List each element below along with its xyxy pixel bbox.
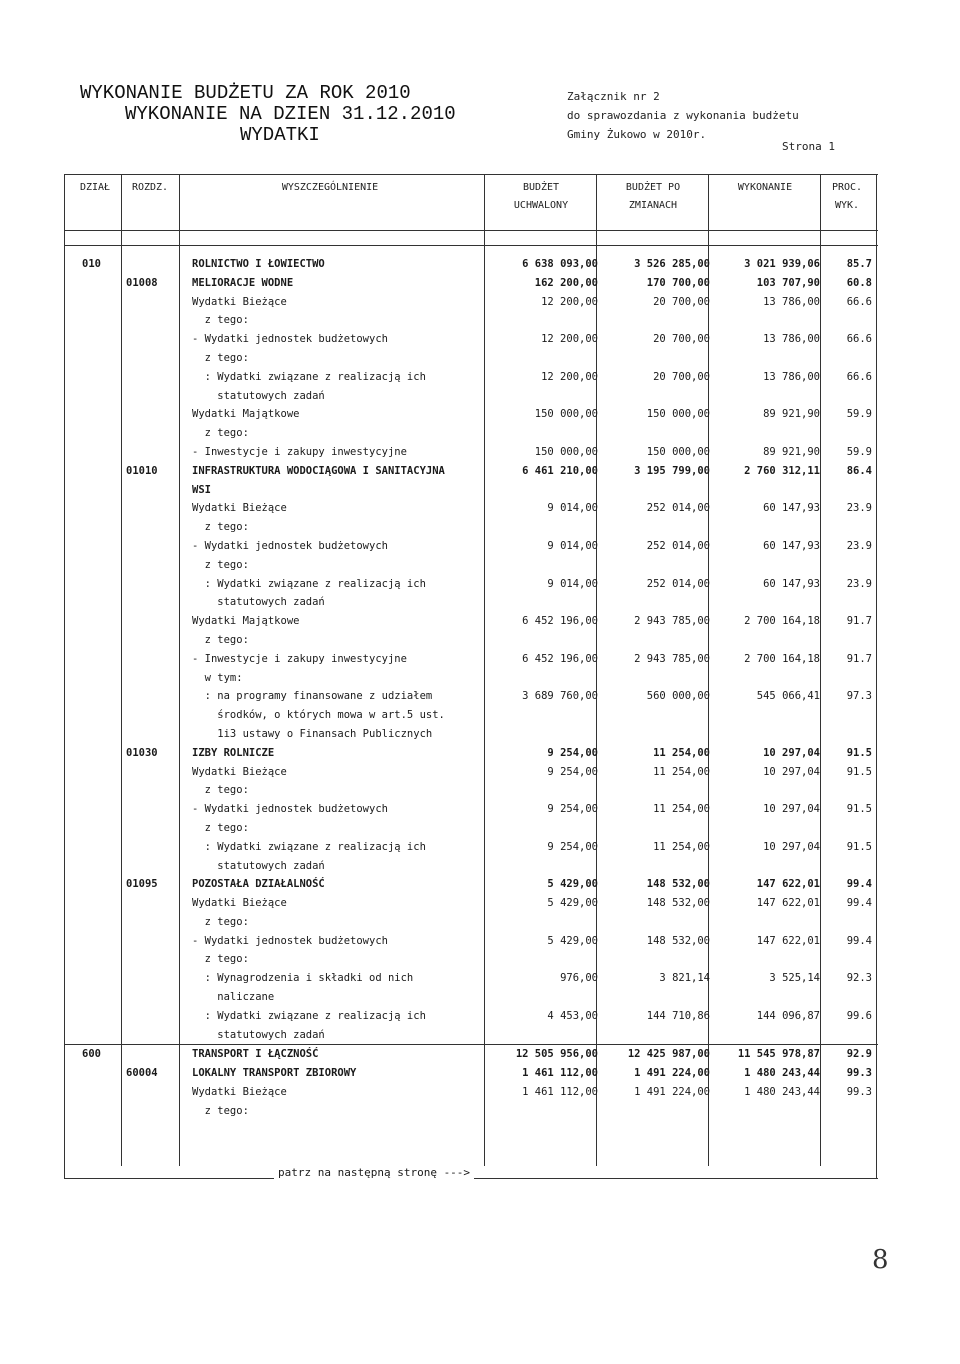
percent-cell: 92.3 — [846, 972, 872, 985]
table-row — [64, 932, 878, 951]
percent-cell: 66.6 — [846, 333, 872, 346]
percent-cell: 91.5 — [846, 746, 872, 759]
attachment-note — [567, 87, 867, 144]
table-row — [64, 424, 878, 443]
header-bottom-rule — [64, 230, 878, 231]
table-row — [64, 950, 878, 969]
header-opis: WYSZCZEGÓLNIENIE — [281, 182, 379, 193]
description-cell: : Wydatki związane z realizacją ich — [192, 840, 426, 853]
description-cell: z tego: — [192, 953, 249, 966]
budget-cell: 150 000,00 — [534, 408, 598, 421]
budget-cell: 6 461 210,00 — [522, 464, 598, 477]
footer-continue — [64, 1166, 878, 1179]
percent-cell: 99.6 — [846, 1009, 872, 1022]
percent-cell: 99.4 — [846, 878, 872, 891]
description-cell: - Wydatki jednostek budżetowych — [192, 333, 388, 346]
percent-cell: 60.8 — [846, 276, 872, 289]
rozdzial-cell: 01095 — [126, 878, 158, 891]
percent-cell: 59.9 — [846, 445, 872, 458]
percent-cell: 91.5 — [846, 840, 872, 853]
title-line-2: WYKONANIE NA DZIEN 31.12.2010 — [125, 103, 456, 125]
description-cell: naliczane — [192, 991, 275, 1004]
budget-after-changes-cell: 20 700,00 — [653, 333, 710, 346]
description-cell: : na programy finansowane z udziałem — [192, 690, 433, 703]
budget-after-changes-cell: 252 014,00 — [646, 502, 710, 515]
table-row — [64, 725, 878, 744]
percent-cell: 92.9 — [846, 1048, 872, 1061]
budget-cell: 9 254,00 — [547, 765, 598, 778]
description-cell: - Inwestycje i zakupy inwestycyjne — [192, 445, 407, 458]
budget-after-changes-cell: 11 254,00 — [653, 746, 710, 759]
execution-cell: 13 786,00 — [763, 333, 820, 346]
table-row — [64, 1083, 878, 1102]
budget-cell: 12 200,00 — [541, 333, 598, 346]
percent-cell: 99.4 — [846, 897, 872, 910]
header-proc-2: WYK. — [834, 200, 860, 211]
percent-cell: 91.7 — [846, 615, 872, 628]
description-cell: z tego: — [192, 915, 249, 928]
execution-cell: 103 707,90 — [756, 276, 820, 289]
description-cell: Wydatki Bieżące — [192, 295, 287, 308]
percent-cell: 99.3 — [846, 1067, 872, 1080]
dzial-cell: 600 — [82, 1048, 101, 1061]
budget-cell: 9 254,00 — [547, 803, 598, 816]
table-row — [64, 593, 878, 612]
table-row — [64, 368, 878, 387]
table-row — [64, 894, 878, 913]
execution-cell: 60 147,93 — [763, 539, 820, 552]
description-cell: z tego: — [192, 351, 249, 364]
table-row — [64, 518, 878, 537]
table-row — [64, 650, 878, 669]
execution-cell: 10 297,04 — [763, 803, 820, 816]
execution-cell: 147 622,01 — [756, 897, 820, 910]
rozdzial-cell: 60004 — [126, 1067, 158, 1080]
description-cell: z tego: — [192, 821, 249, 834]
table-row — [64, 1026, 878, 1045]
table-row — [64, 875, 878, 894]
table-row — [64, 800, 878, 819]
percent-cell: 99.4 — [846, 934, 872, 947]
description-cell: ROLNICTWO I ŁOWIECTWO — [192, 258, 325, 270]
budget-after-changes-cell: 11 254,00 — [653, 803, 710, 816]
budget-after-changes-cell: 144 710,86 — [646, 1009, 710, 1022]
percent-cell: 91.5 — [846, 765, 872, 778]
execution-cell: 11 545 978,87 — [737, 1048, 820, 1061]
execution-cell: 1 480 243,44 — [744, 1086, 820, 1099]
budget-cell: 5 429,00 — [547, 934, 598, 947]
description-cell: środków, o których mowa w art.5 ust. — [192, 709, 445, 722]
budget-after-changes-cell: 3 195 799,00 — [634, 464, 710, 477]
budget-cell: 9 254,00 — [547, 746, 598, 759]
table-row — [64, 819, 878, 838]
budget-cell: 9 014,00 — [547, 539, 598, 552]
budget-cell: 6 638 093,00 — [522, 258, 598, 270]
percent-cell: 85.7 — [846, 258, 872, 270]
budget-cell: 5 429,00 — [547, 878, 598, 891]
percent-cell: 91.7 — [846, 652, 872, 665]
budget-after-changes-cell: 148 532,00 — [646, 934, 710, 947]
description-cell: z tego: — [192, 1104, 249, 1117]
execution-cell: 10 297,04 — [763, 765, 820, 778]
budget-cell: 9 014,00 — [547, 502, 598, 515]
budget-cell: 150 000,00 — [534, 445, 598, 458]
header-rozdz: ROZDZ. — [131, 182, 169, 193]
description-cell: : Wydatki związane z realizacją ich — [192, 370, 426, 383]
description-cell: TRANSPORT I ŁĄCZNOŚĆ — [192, 1048, 319, 1061]
table-row — [64, 481, 878, 500]
description-cell: : Wydatki związane z realizacją ich — [192, 577, 426, 590]
budget-after-changes-cell: 20 700,00 — [653, 370, 710, 383]
execution-cell: 60 147,93 — [763, 577, 820, 590]
budget-after-changes-cell: 12 425 987,00 — [627, 1048, 710, 1061]
execution-cell: 1 480 243,44 — [744, 1067, 820, 1080]
table-row — [64, 274, 878, 293]
percent-cell: 97.3 — [846, 690, 872, 703]
description-cell: - Wydatki jednostek budżetowych — [192, 934, 388, 947]
header-wykonanie: WYKONANIE — [737, 182, 793, 193]
rozdzial-cell: 01008 — [126, 276, 158, 289]
execution-cell: 545 066,41 — [756, 690, 820, 703]
description-cell: INFRASTRUKTURA WODOCIĄGOWA I SANITACYJNA — [192, 464, 445, 477]
header-budzet-po-1: BUDŻET PO — [625, 182, 681, 193]
table-row — [64, 913, 878, 932]
description-cell: z tego: — [192, 633, 249, 646]
percent-cell: 59.9 — [846, 408, 872, 421]
description-cell: statutowych zadań — [192, 389, 325, 402]
execution-cell: 3 525,14 — [769, 972, 820, 985]
table-row — [64, 1007, 878, 1026]
table-row — [64, 405, 878, 424]
description-cell: MELIORACJE WODNE — [192, 276, 294, 289]
execution-cell: 10 297,04 — [763, 840, 820, 853]
budget-after-changes-cell: 1 491 224,00 — [634, 1086, 710, 1099]
percent-cell: 91.5 — [846, 803, 872, 816]
description-cell: POZOSTAŁA DZIAŁALNOŚĆ — [192, 878, 325, 891]
attachment-line-2: do sprawozdania z wykonania budżetu — [567, 109, 799, 122]
handwritten-page-number: 8 — [872, 1245, 889, 1275]
table-row — [64, 969, 878, 988]
execution-cell: 144 096,87 — [756, 1009, 820, 1022]
budget-cell: 3 689 760,00 — [522, 690, 598, 703]
execution-cell: 3 021 939,06 — [744, 258, 820, 270]
table-row — [64, 537, 878, 556]
page-label: Strona 1 — [782, 140, 835, 153]
description-cell: w tym: — [192, 671, 243, 684]
table-row — [64, 631, 878, 650]
execution-cell: 10 297,04 — [763, 746, 820, 759]
execution-cell: 2 700 164,18 — [744, 615, 820, 628]
description-cell: : Wynagrodzenia i składki od nich — [192, 972, 414, 985]
budget-cell: 1 461 112,00 — [522, 1067, 598, 1080]
description-cell: statutowych zadań — [192, 859, 325, 872]
budget-table-body — [64, 255, 878, 1121]
table-row — [64, 744, 878, 763]
percent-cell: 23.9 — [846, 539, 872, 552]
header-dzial: DZIAŁ — [79, 182, 111, 193]
rozdzial-cell: 01010 — [126, 464, 158, 477]
table-row — [64, 838, 878, 857]
execution-cell: 147 622,01 — [756, 934, 820, 947]
description-cell: z tego: — [192, 784, 249, 797]
table-row — [64, 687, 878, 706]
header-budzet-1: BUDŻET — [522, 182, 560, 193]
execution-cell: 89 921,90 — [763, 408, 820, 421]
rozdzial-cell: 01030 — [126, 746, 158, 759]
table-row — [64, 575, 878, 594]
budget-after-changes-cell: 11 254,00 — [653, 840, 710, 853]
attachment-line-3: Gminy Żukowo w 2010r. — [567, 128, 707, 141]
budget-after-changes-cell: 150 000,00 — [646, 445, 710, 458]
budget-after-changes-cell: 148 532,00 — [646, 897, 710, 910]
budget-cell: 9 254,00 — [547, 840, 598, 853]
budget-cell: 5 429,00 — [547, 897, 598, 910]
budget-cell: 9 014,00 — [547, 577, 598, 590]
table-row — [64, 857, 878, 876]
budget-after-changes-cell: 3 526 285,00 — [634, 258, 710, 270]
header-top-rule — [64, 174, 878, 175]
description-cell: z tego: — [192, 314, 249, 327]
table-row — [64, 988, 878, 1007]
description-cell: Wydatki Majątkowe — [192, 408, 300, 421]
budget-cell: 12 505 956,00 — [515, 1048, 598, 1061]
table-row — [64, 1102, 878, 1121]
table-row — [64, 1064, 878, 1083]
budget-after-changes-cell: 148 532,00 — [646, 878, 710, 891]
table-row — [64, 349, 878, 368]
description-cell: z tego: — [192, 427, 249, 440]
header-budzet-2: UCHWALONY — [513, 200, 569, 211]
table-row — [64, 499, 878, 518]
execution-cell: 147 622,01 — [756, 878, 820, 891]
description-cell: Wydatki Bieżące — [192, 897, 287, 910]
description-cell: WSI — [192, 483, 211, 496]
description-cell: - Wydatki jednostek budżetowych — [192, 803, 388, 816]
table-row — [64, 330, 878, 349]
description-cell: Wydatki Bieżące — [192, 765, 287, 778]
description-cell: z tego: — [192, 558, 249, 571]
description-cell: z tego: — [192, 521, 249, 534]
budget-cell: 4 453,00 — [547, 1009, 598, 1022]
budget-after-changes-cell: 150 000,00 — [646, 408, 710, 421]
budget-after-changes-cell: 2 943 785,00 — [634, 615, 710, 628]
table-row — [64, 556, 878, 575]
table-row — [64, 255, 878, 274]
description-cell: Wydatki Majątkowe — [192, 615, 300, 628]
execution-cell: 2 700 164,18 — [744, 652, 820, 665]
budget-cell: 12 200,00 — [541, 370, 598, 383]
description-cell: : Wydatki związane z realizacją ich — [192, 1009, 426, 1022]
table-row — [64, 462, 878, 481]
budget-cell: 6 452 196,00 — [522, 652, 598, 665]
percent-cell: 86.4 — [846, 464, 872, 477]
table-row — [64, 387, 878, 406]
description-cell: IZBY ROLNICZE — [192, 746, 275, 759]
execution-cell: 2 760 312,11 — [744, 464, 820, 477]
table-row — [64, 311, 878, 330]
description-cell: 1i3 ustawy o Finansach Publicznych — [192, 727, 433, 740]
budget-cell: 6 452 196,00 — [522, 615, 598, 628]
table-row — [64, 612, 878, 631]
table-row — [64, 293, 878, 312]
table-row — [64, 781, 878, 800]
budget-after-changes-cell: 1 491 224,00 — [634, 1067, 710, 1080]
percent-cell: 66.6 — [846, 370, 872, 383]
description-cell: - Wydatki jednostek budżetowych — [192, 539, 388, 552]
execution-cell: 13 786,00 — [763, 370, 820, 383]
description-cell: LOKALNY TRANSPORT ZBIOROWY — [192, 1067, 357, 1080]
report-title — [80, 83, 480, 146]
header-budzet-po-2: ZMIANACH — [628, 200, 678, 211]
budget-after-changes-cell: 20 700,00 — [653, 295, 710, 308]
table-row — [64, 1044, 878, 1064]
execution-cell: 13 786,00 — [763, 295, 820, 308]
percent-cell: 99.3 — [846, 1086, 872, 1099]
percent-cell: 66.6 — [846, 295, 872, 308]
title-line-1: WYKONANIE BUDŻETU ZA ROK 2010 — [80, 82, 411, 104]
table-row — [64, 669, 878, 688]
budget-after-changes-cell: 11 254,00 — [653, 765, 710, 778]
budget-cell: 1 461 112,00 — [522, 1086, 598, 1099]
description-cell: statutowych zadań — [192, 1028, 325, 1041]
description-cell: Wydatki Bieżące — [192, 502, 287, 515]
budget-after-changes-cell: 560 000,00 — [646, 690, 710, 703]
budget-after-changes-cell: 252 014,00 — [646, 577, 710, 590]
dzial-cell: 010 — [82, 258, 101, 270]
budget-cell: 162 200,00 — [534, 276, 598, 289]
table-row — [64, 706, 878, 725]
percent-cell: 23.9 — [846, 577, 872, 590]
budget-after-changes-cell: 2 943 785,00 — [634, 652, 710, 665]
execution-cell: 60 147,93 — [763, 502, 820, 515]
table-row — [64, 763, 878, 782]
footer-text: patrz na następną stronę ---> — [274, 1166, 474, 1179]
description-cell: Wydatki Bieżące — [192, 1086, 287, 1099]
title-line-3: WYDATKI — [240, 124, 320, 146]
table-row — [64, 443, 878, 462]
budget-after-changes-cell: 3 821,14 — [659, 972, 710, 985]
percent-cell: 23.9 — [846, 502, 872, 515]
budget-cell: 12 200,00 — [541, 295, 598, 308]
execution-cell: 89 921,90 — [763, 445, 820, 458]
attachment-line-1: Załącznik nr 2 — [567, 90, 660, 103]
body-top-rule — [64, 245, 878, 246]
budget-cell: 976,00 — [560, 972, 598, 985]
header-proc-1: PROC. — [831, 182, 863, 193]
budget-after-changes-cell: 170 700,00 — [646, 276, 710, 289]
budget-after-changes-cell: 252 014,00 — [646, 539, 710, 552]
description-cell: - Inwestycje i zakupy inwestycyjne — [192, 652, 407, 665]
description-cell: statutowych zadań — [192, 596, 325, 609]
